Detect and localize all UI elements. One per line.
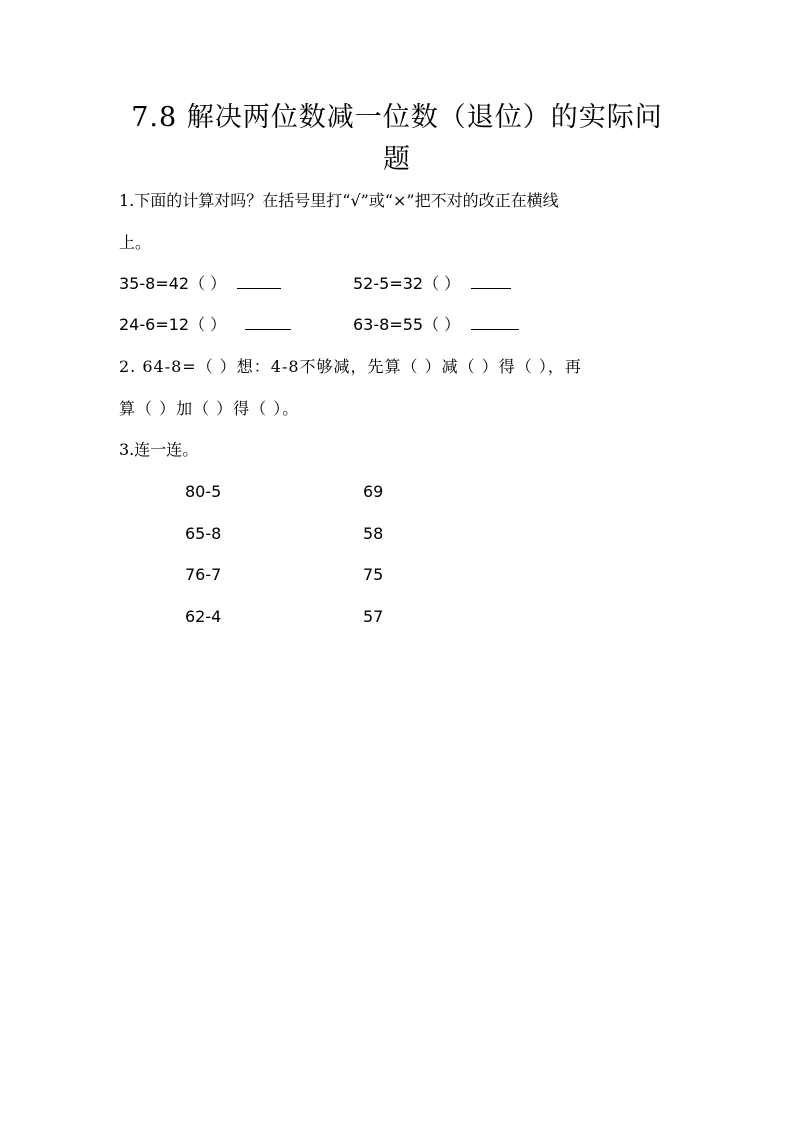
expression: 63-8=55 bbox=[353, 315, 424, 334]
answer-paren[interactable]: （ ） bbox=[189, 274, 227, 293]
match-right-item[interactable]: 58 bbox=[363, 524, 384, 543]
question-1-item-1 bbox=[119, 273, 281, 295]
correction-blank[interactable] bbox=[245, 315, 291, 330]
correction-blank[interactable] bbox=[471, 315, 519, 330]
question-1-item-4 bbox=[353, 314, 519, 336]
match-left-item[interactable]: 62-4 bbox=[185, 607, 222, 626]
answer-paren[interactable]: （ ） bbox=[423, 274, 461, 293]
expression: 35-8=42 bbox=[119, 274, 190, 293]
match-right-item[interactable]: 75 bbox=[363, 565, 384, 584]
match-right-item[interactable]: 57 bbox=[363, 607, 384, 626]
page-title-line-2: 题 bbox=[383, 144, 411, 175]
question-1-item-2 bbox=[353, 273, 511, 295]
question-2-text-line-2: 算（ ）加（ ）得（ ）。 bbox=[119, 399, 300, 418]
question-1-text-line-1: 1.下面的计算对吗？在括号里打“√”或“×”把不对的改正在横线 bbox=[119, 191, 559, 210]
answer-paren[interactable]: （ ） bbox=[189, 315, 227, 334]
question-2-text-line-1: 2. 64-8=（ ）想：4-8不够减，先算（ ）减（ ）得（ ），再 bbox=[119, 357, 582, 376]
answer-paren[interactable]: （ ） bbox=[423, 315, 461, 334]
question-1-item-3 bbox=[119, 314, 291, 336]
correction-blank[interactable] bbox=[237, 274, 281, 289]
question-1-text-line-2: 上。 bbox=[119, 233, 152, 252]
question-3-heading: 3.连一连。 bbox=[119, 440, 199, 459]
match-right-item[interactable]: 69 bbox=[363, 482, 384, 501]
correction-blank[interactable] bbox=[471, 274, 511, 289]
expression: 52-5=32 bbox=[353, 274, 424, 293]
match-left-item[interactable]: 76-7 bbox=[185, 565, 222, 584]
match-left-item[interactable]: 65-8 bbox=[185, 524, 222, 543]
page-title-line-1: 7.8 解决两位数减一位数（退位）的实际问 bbox=[131, 102, 663, 133]
expression: 24-6=12 bbox=[119, 315, 190, 334]
match-left-item[interactable]: 80-5 bbox=[185, 482, 222, 501]
